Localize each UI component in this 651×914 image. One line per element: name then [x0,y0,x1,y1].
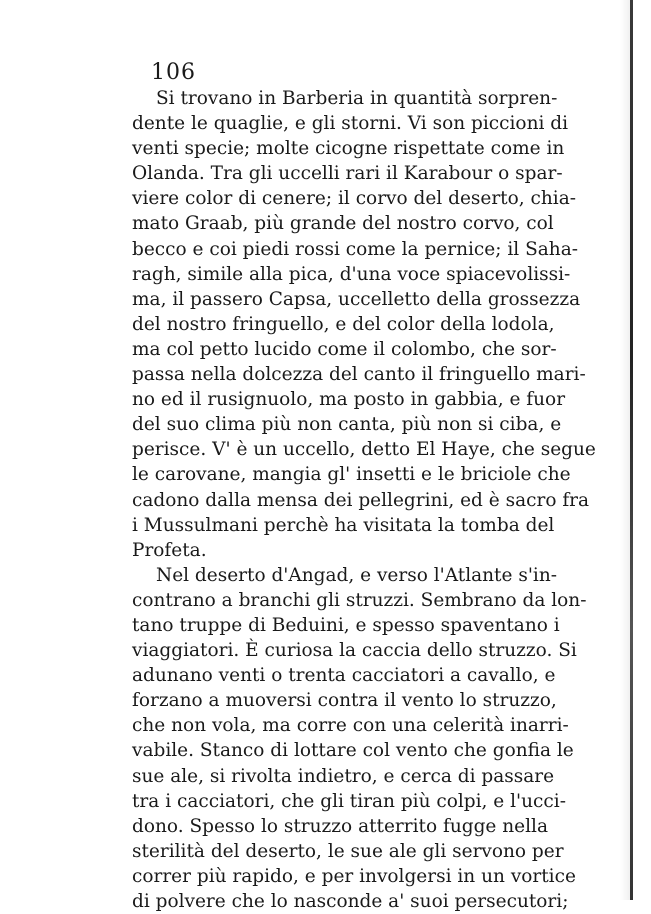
text-line: ma col petto lucido come il colombo, che sor- [132,338,557,360]
body-text [132,86,596,914]
text-line: passa nella dolcezza del canto il fringuello mari- [132,364,586,386]
page-gutter-shadow [620,0,630,900]
text-line: del nostro fringuello, e del color della lodola, [132,313,555,335]
text-line: viaggiatori. È curiosa la caccia dello struzzo. Si [132,640,577,662]
text-line: che non vola, ma corre con una celerità inarri- [132,715,569,737]
text-line: del suo clima più non canta, più non si ciba, e [132,414,562,436]
text-line: venti specie; molte cicogne rispettate come in [132,138,565,160]
text-line: sterilità del deserto, le sue ale gli servono per [132,840,564,862]
text-line: no ed il rusignuolo, ma posto in gabbia, e fuor [132,389,566,411]
text-line: contrano a branchi gli struzzi. Sembrano da lon- [132,589,587,611]
text-line: ragh, simile alla pica, d'una voce spiacevolissi- [132,263,571,285]
text-line: dente le quaglie, e gli storni. Vi son piccioni di [132,113,569,135]
text-line: becco e coi piedi rossi come la pernice; il Saha- [132,238,578,260]
text-line: adunano venti o trenta cacciatori a cavallo, e [132,665,556,687]
text-line: i Mussulmani perchè ha visitata la tomba del [132,514,555,536]
text-line: dono. Spesso lo struzzo atterrito fugge nella [132,815,548,837]
text-line: sue ale, si rivolta indietro, e cerca di passare [132,765,555,787]
text-line: viere color di cenere; il corvo del deserto, chia- [132,188,576,210]
text-line: Olanda. Tra gli uccelli rari il Karabour o spar- [132,163,563,185]
page-number: 106 [151,60,196,85]
text-line: Si trovano in Barberia in quantità sorpren- [156,88,558,109]
text-line: cadono dalla mensa dei pellegrini, ed è sacro fra [132,489,590,511]
text-line: ma, il passero Capsa, uccelletto della grossezza [132,288,581,310]
text-line: tano truppe di Beduini, e spesso spaventano i [132,614,560,636]
text-line: mato Graab, più grande del nostro corvo, col [132,213,554,235]
text-line: tra i cacciatori, che gli tiran più colpi, e l'ucci- [132,790,566,812]
text-line: forzano a muoversi contra il vento lo struzzo, [132,690,557,712]
page-edge-line [630,0,633,900]
text-line: Profeta. [132,539,207,561]
text-line: di polvere che lo nasconde a' suoi persecutori; [132,891,569,912]
text-line: vabile. Stanco di lottare col vento che gonfia le [132,740,574,762]
text-line: Nel deserto d'Angad, e verso l'Atlante s'in- [156,564,557,586]
text-line: le carovane, mangia gl' insetti e le briciole che [132,464,571,486]
text-line: correr più rapido, e per involgersi in un vortice [132,865,576,887]
text-line: perisce. V' è un uccello, detto El Haye, che segue [132,439,596,461]
